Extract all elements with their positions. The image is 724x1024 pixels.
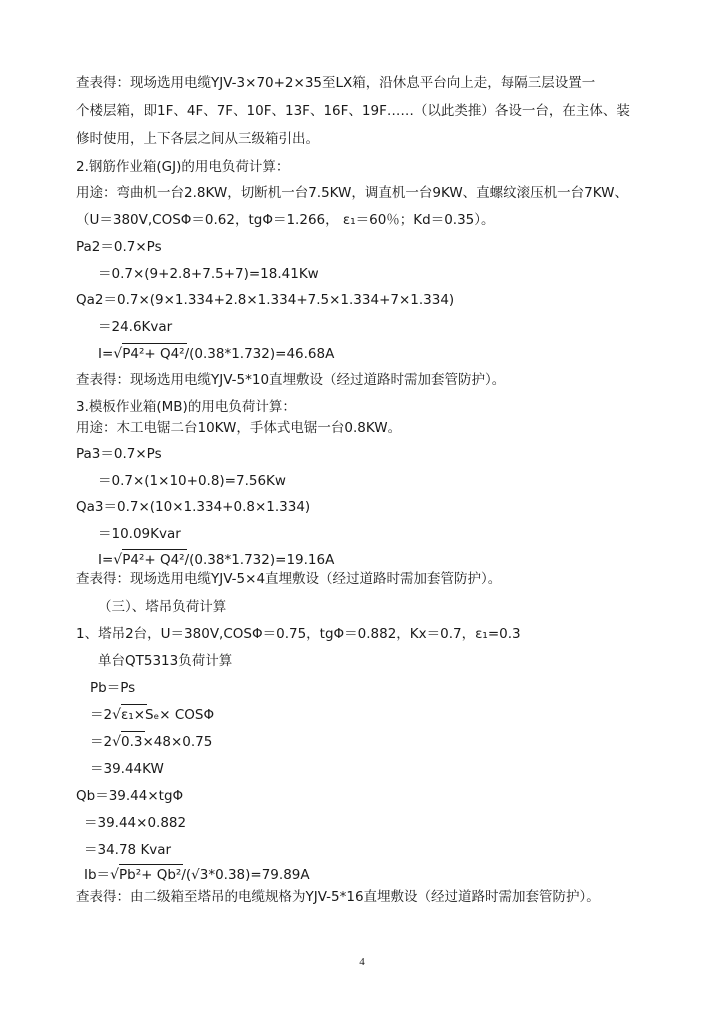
paragraph-line: 用途：弯曲机一台2.8KW，切断机一台7.5KW，调直机一台9KW、直螺纹滚压机一台7KW、 (76, 185, 628, 201)
paragraph-line: 个楼层箱，即1F、4F、7F、10F、13F、16F、19F……（以此类推）各设一台，在主体、装 (76, 103, 630, 119)
section-heading: 3.模板作业箱(MB)的用电负荷计算： (76, 399, 296, 415)
formula-line: Qa2＝0.7×(9×1.334+2.8×1.334+7.5×1.334+7×1.334) (76, 292, 455, 308)
formula-line: ＝0.7×(1×10+0.8)=7.56Kw (98, 473, 286, 489)
formula-line: Qb＝39.44×tgΦ (76, 788, 184, 804)
formula-line: ＝24.6Kvar (98, 319, 173, 335)
formula-line: ＝39.44KW (90, 761, 164, 777)
current-formula-a2: I=√P4²+ Q4²/(0.38*1.732)=46.68A (98, 346, 335, 362)
formula-line: Pa2＝0.7×Ps (76, 239, 162, 255)
paragraph-line: 单台QT5313负荷计算 (98, 653, 233, 669)
power-formula-step-1: ＝2√ε₁×Sₑ× COSΦ (90, 707, 215, 723)
paragraph-line: 查表得：现场选用电缆YJV-5×4直埋敷设（经过道路时需加套管防护）。 (76, 571, 502, 587)
power-formula-step-2: ＝2√0.3×48×0.75 (90, 734, 213, 750)
paragraph-line: 查表得：由二级箱至塔吊的电缆规格为YJV-5*16直埋敷设（经过道路时需加套管防护）。 (76, 889, 600, 905)
paragraph-line: 查表得：现场选用电缆YJV-5*10直埋敷设（经过道路时需加套管防护）。 (76, 372, 506, 388)
formula-line: Pb＝Ps (90, 680, 136, 696)
formula-line: ＝39.44×0.882 (84, 815, 187, 831)
paragraph-line: （U＝380V,COSΦ＝0.62，tgΦ＝1.266， ε₁＝60％；Kd＝0.35）。 (76, 212, 495, 228)
formula-line: ＝34.78 Kvar (84, 842, 172, 858)
current-formula-a3: I=√P4²+ Q4²/(0.38*1.732)=19.16A (98, 552, 335, 568)
formula-line: Pa3＝0.7×Ps (76, 446, 162, 462)
paragraph-line: 1、塔吊2台，U＝380V,COSΦ＝0.75，tgΦ＝0.882，Kx＝0.7，ε₁=0.3 (76, 626, 521, 642)
paragraph-line: 查表得：现场选用电缆YJV-3×70+2×35至LX箱，沿休息平台向上走，每隔三层设置一 (76, 75, 596, 91)
section-heading: 2.钢筋作业箱(GJ)的用电负荷计算： (76, 159, 290, 175)
page-number: 4 (359, 956, 365, 968)
formula-line: ＝0.7×(9+2.8+7.5+7)=18.41Kw (98, 266, 319, 282)
formula-line: ＝10.09Kvar (98, 526, 181, 542)
current-formula-b: Ib＝√Pb²+ Qb²/(√3*0.38)=79.89A (84, 867, 310, 883)
paragraph-line: 修时使用，上下各层之间从三级箱引出。 (76, 131, 319, 147)
formula-line: Qa3＝0.7×(10×1.334+0.8×1.334) (76, 499, 311, 515)
paragraph-line: 用途：木工电锯二台10KW，手体式电锯一台0.8KW。 (76, 420, 402, 436)
section-heading: （三）、塔吊负荷计算 (98, 599, 227, 615)
